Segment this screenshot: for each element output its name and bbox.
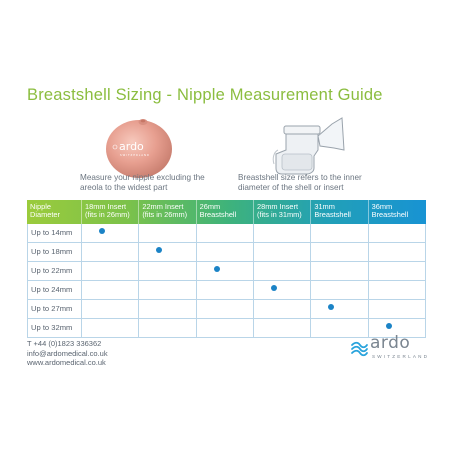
table-cell xyxy=(139,319,196,338)
page-title: Breastshell Sizing - Nipple Measurement Guide xyxy=(27,86,383,104)
table-cell xyxy=(82,281,139,300)
table-cell xyxy=(369,243,426,262)
table-row xyxy=(27,281,426,300)
table-cell xyxy=(139,262,196,281)
table-row xyxy=(27,262,426,281)
table-row xyxy=(27,224,426,243)
logo-tagline: SWITZERLAND xyxy=(372,354,430,359)
row-label: Up to 14mm xyxy=(27,224,82,243)
header-cell: 36mm Breastshell xyxy=(371,202,409,220)
table-cell xyxy=(369,281,426,300)
size-marker-dot xyxy=(156,247,162,253)
header-cell: 31mm Breastshell xyxy=(311,200,368,224)
table-cell xyxy=(254,224,311,243)
table-cell xyxy=(311,300,368,319)
size-marker-dot xyxy=(214,266,220,272)
table-body xyxy=(27,224,426,338)
header-cell: 22mm Insert (fits in 26mm) xyxy=(139,200,196,224)
table-cell xyxy=(311,243,368,262)
size-marker-dot xyxy=(271,285,277,291)
ardo-logo xyxy=(348,335,428,363)
table-cell xyxy=(197,262,254,281)
table-cell xyxy=(82,319,139,338)
table-cell xyxy=(197,300,254,319)
table-row xyxy=(27,243,426,262)
table-cell xyxy=(82,224,139,243)
row-label: Up to 18mm xyxy=(27,243,82,262)
contact-info xyxy=(27,339,108,368)
ardo-logo-icon xyxy=(348,337,370,359)
table-cell xyxy=(254,300,311,319)
size-marker-dot xyxy=(386,323,392,329)
right-caption: Breastshell size refers to the inner diameter of the shell or insert xyxy=(238,173,362,192)
header-cell: 28mm Insert (fits in 31mm) xyxy=(254,200,311,224)
table-cell xyxy=(82,300,139,319)
header-cell: 18mm Insert (fits in 26mm) xyxy=(82,200,139,224)
table-cell xyxy=(369,300,426,319)
table-cell xyxy=(82,243,139,262)
contact-website[interactable]: www.ardomedical.co.uk xyxy=(27,358,106,367)
table-cell xyxy=(254,319,311,338)
table-cell xyxy=(254,281,311,300)
row-label: Up to 32mm xyxy=(27,319,82,338)
table-cell xyxy=(311,262,368,281)
ball-logo-text: ardo xyxy=(119,140,144,153)
ball-logo-subtext: SWITZERLAND xyxy=(120,154,150,157)
row-label: Up to 22mm xyxy=(27,262,82,281)
table-cell xyxy=(139,281,196,300)
table-cell xyxy=(254,262,311,281)
row-label: Up to 27mm xyxy=(27,300,82,319)
contact-email[interactable]: info@ardomedical.co.uk xyxy=(27,348,108,358)
table-cell xyxy=(197,319,254,338)
table-cell xyxy=(139,243,196,262)
table-cell xyxy=(197,243,254,262)
size-marker-dot xyxy=(328,304,334,310)
table-cell xyxy=(82,262,139,281)
logo-text: ardo xyxy=(370,333,411,353)
table-cell xyxy=(311,281,368,300)
header-cell: 26mm Breastshell xyxy=(197,200,254,224)
contact-phone: T +44 (0)1823 336362 xyxy=(27,339,102,348)
sizing-table xyxy=(27,200,426,338)
table-cell xyxy=(139,300,196,319)
table-row xyxy=(27,300,426,319)
table-cell xyxy=(139,224,196,243)
size-marker-dot xyxy=(99,228,105,234)
table-cell xyxy=(311,224,368,243)
table-cell xyxy=(369,224,426,243)
table-cell xyxy=(369,262,426,281)
left-caption: Measure your nipple excluding the areola to the widest part xyxy=(80,173,205,192)
nipple-ball-illustration xyxy=(96,108,182,182)
table-cell xyxy=(197,281,254,300)
table-header xyxy=(27,200,426,224)
row-label: Up to 24mm xyxy=(27,281,82,300)
table-cell xyxy=(254,243,311,262)
table-cell xyxy=(197,224,254,243)
header-cell: Nipple Diameter xyxy=(27,200,82,224)
